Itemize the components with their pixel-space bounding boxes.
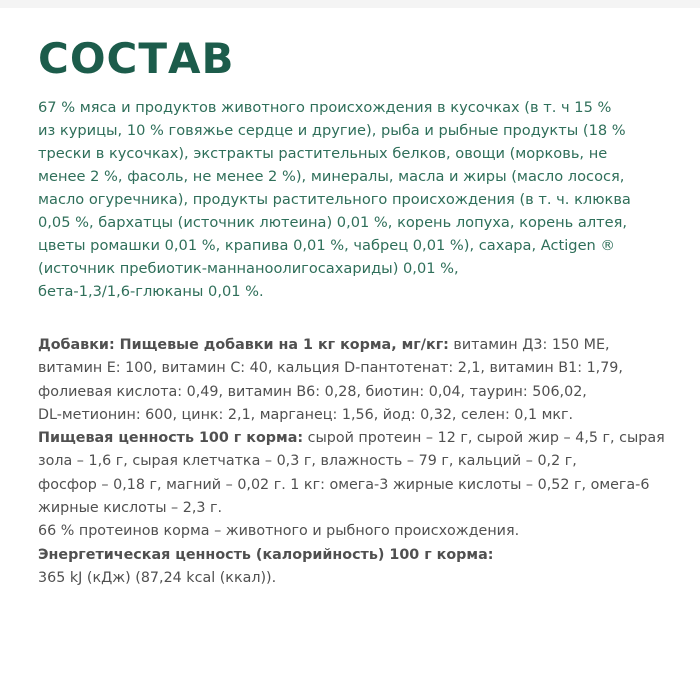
additives-line: DL-метионин: 600, цинк: 2,1, марганец: 1,56, йод: 0,32, селен: 0,1 мкг. bbox=[38, 406, 574, 423]
composition-line: 0,05 %, бархатцы (источник лютеина) 0,01 %, корень лопуха, корень алтея, bbox=[38, 214, 628, 231]
nutrition-line: жирные кислоты – 2,3 г. bbox=[38, 500, 223, 517]
composition-line: трески в кусочках), экстракты растительных белков, овощи (морковь, не bbox=[38, 145, 608, 162]
composition-line: 67 % мяса и продуктов животного происхождения в кусочках (в т. ч 15 % bbox=[38, 99, 612, 116]
energy-line bbox=[38, 544, 678, 567]
energy-label: Энергетическая ценность (калорийность) 100 г корма: bbox=[38, 546, 494, 563]
composition-line: (источник пребиотик-маннаноолигосахариды) 0,01 %, bbox=[38, 260, 459, 277]
nutrition-line: 66 % протеинов корма – животного и рыбного происхождения. bbox=[38, 523, 520, 540]
details-text bbox=[38, 334, 678, 590]
top-divider bbox=[0, 0, 700, 8]
composition-line: менее 2 %, фасоль, не менее 2 %), минералы, масла и жиры (масло лосося, bbox=[38, 168, 625, 185]
composition-line: цветы ромашки 0,01 %, крапива 0,01 %, чабрец 0,01 %), сахара, Actigen ® bbox=[38, 237, 616, 254]
composition-line: из курицы, 10 % говяжье сердце и другие), рыба и рыбные продукты (18 % bbox=[38, 122, 626, 139]
composition-text bbox=[38, 96, 663, 303]
composition-line: масло огуречника), продукты растительного происхождения (в т. ч. клюква bbox=[38, 191, 631, 208]
additives-first-line bbox=[38, 334, 678, 357]
additives-line: витамин Е: 100, витамин С: 40, кальция D-пантотенат: 2,1, витамин В1: 1,79, bbox=[38, 360, 623, 377]
nutrition-first-text: сырой протеин – 12 г, сырой жир – 4,5 г, сырая bbox=[303, 430, 665, 447]
nutrition-label: Пищевая ценность 100 г корма: bbox=[38, 430, 304, 447]
nutrition-line: зола – 1,6 г, сырая клетчатка – 0,3 г, влажность – 79 г, кальций – 0,2 г, bbox=[38, 453, 577, 470]
nutrition-first-line bbox=[38, 427, 678, 450]
additives-line: фолиевая кислота: 0,49, витамин В6: 0,28, биотин: 0,04, таурин: 506,02, bbox=[38, 383, 587, 400]
page-title: СОСТАВ bbox=[38, 34, 235, 83]
additives-label: Добавки: Пищевые добавки на 1 кг корма, мг/кг: bbox=[38, 337, 449, 353]
energy-value: 365 kJ (кДж) (87,24 kcal (ккал)). bbox=[38, 569, 277, 586]
composition-line: бета-1,3/1,6-глюканы 0,01 %. bbox=[38, 283, 264, 300]
nutrition-line: фосфор – 0,18 г, магний – 0,02 г. 1 кг: омега-3 жирные кислоты – 0,52 г, омега-6 bbox=[38, 476, 650, 493]
additives-first-text: витамин Д3: 150 МЕ, bbox=[448, 337, 610, 353]
